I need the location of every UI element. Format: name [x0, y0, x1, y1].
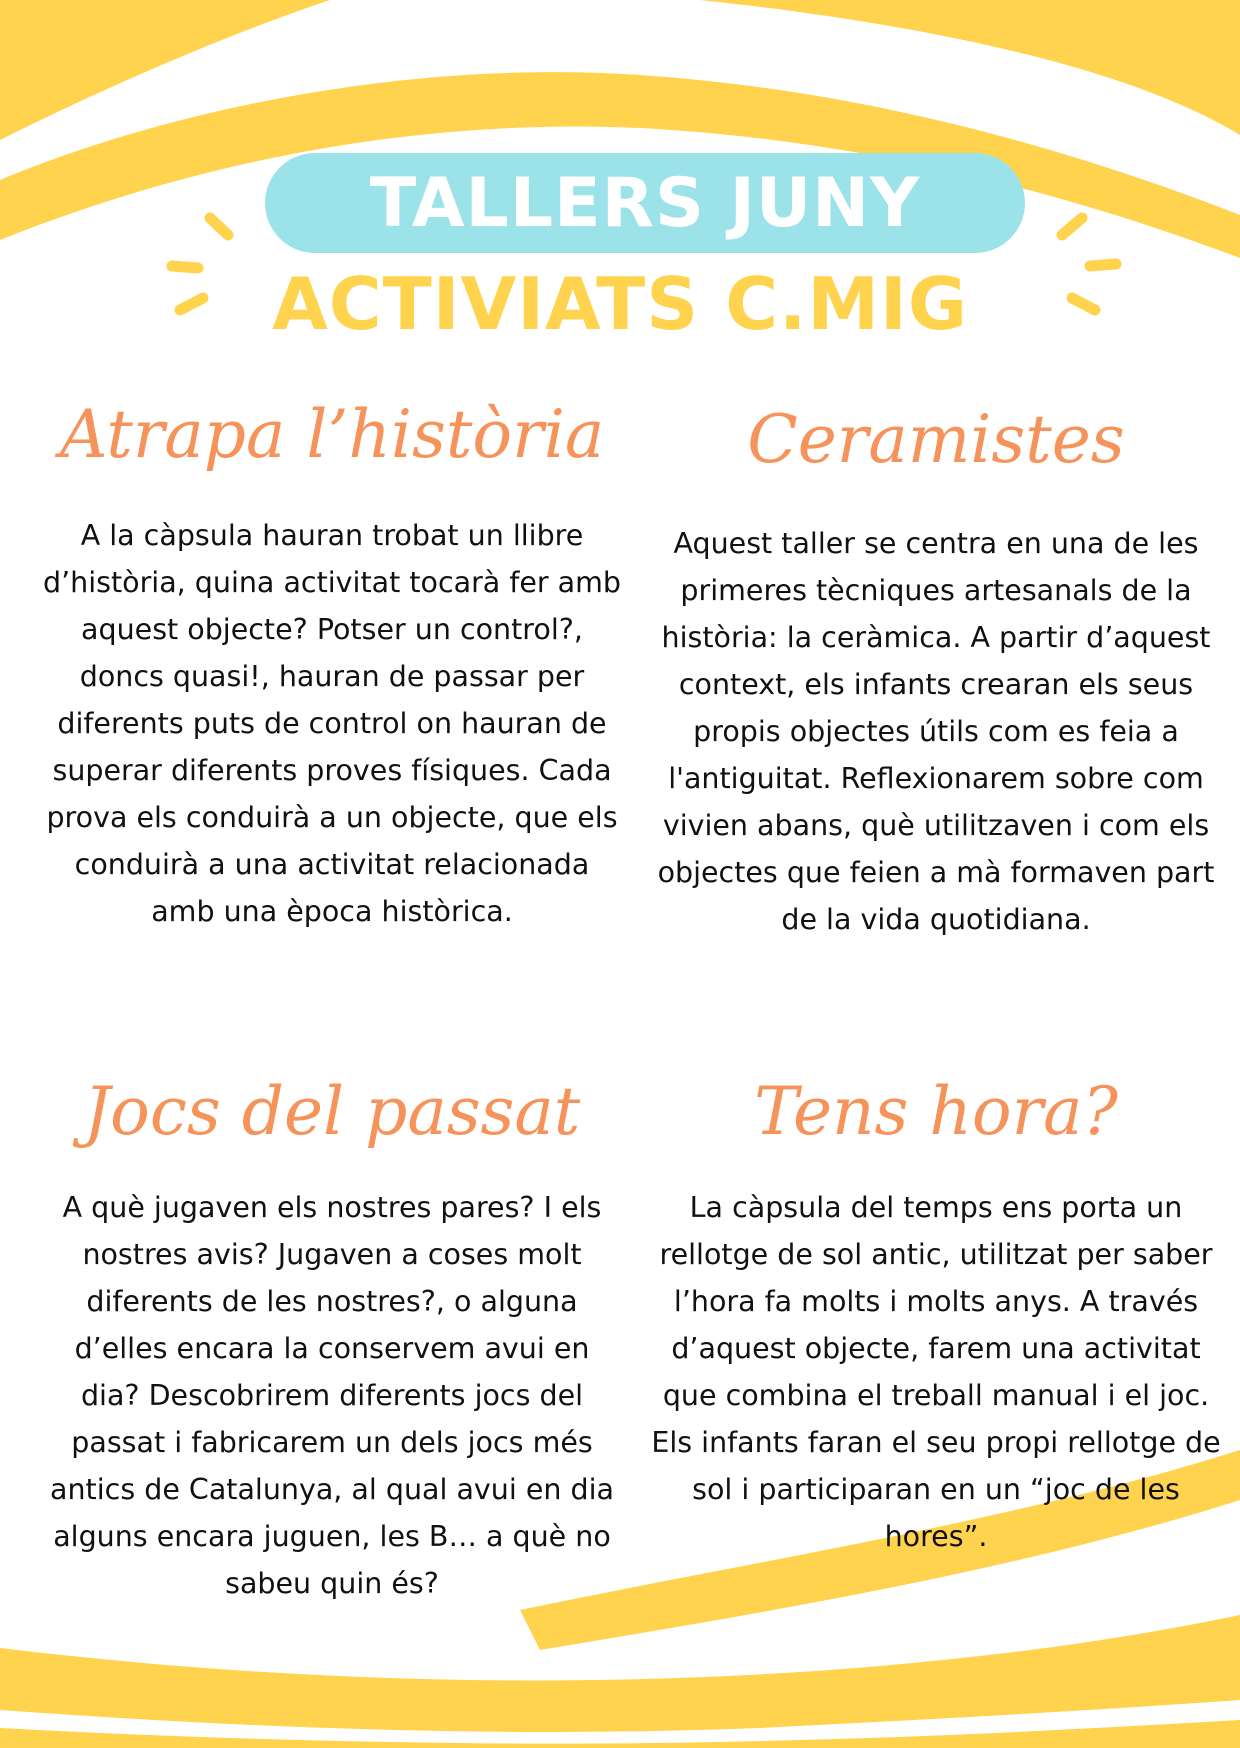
section-body-ceramistes: Aquest taller se centra en una de les primeres tècniques artesanals de la història: la ceràmica. A partir d’aquest context, els infants crearan els seus propis objectes útils com es feia a l'antiguitat. Reflexionarem sobre com vivien abans, què utilitzaven i com els objectes que feien a mà formaven part de la vida quotidiana. — [657, 527, 1215, 936]
section-body-atrapa: A la càpsula hauran trobat un llibre d’història, quina activitat tocarà fer amb aquest objecte? Potser un control?, doncs quasi!, hauran de passar per diferents puts de control on hauran de superar diferents proves físiques. Cada prova els conduirà a un objecte, que els conduirà a una activitat relacionada amb una època històrica. — [42, 519, 621, 928]
section-body-tens-hora: La càpsula del temps ens porta un rellotge de sol antic, utilitzat per saber l’hora fa molts i molts anys. A través d’aquest objecte, farem una activitat que combina el treball manual i el joc. Els infants faran el seu propi rellotge de sol i participaran en un “joc de les hores”. — [651, 1191, 1221, 1553]
section-title-jocs: Jocs del passat — [83, 1073, 581, 1150]
section-body-jocs: A què jugaven els nostres pares? I els nostres avis? Jugaven a coses molt diferents de les nostres?, o alguna d’elles encara la conservem avui en dia? Descobrirem diferents jocs del passat i fabricarem un dels jocs més antics de Catalunya, al qual avui en dia alguns encara juguen, les B… a què no sabeu quin és? — [50, 1191, 614, 1600]
page-subtitle: ACTIVIATS C.MIG — [272, 262, 968, 346]
page-title: TALLERS JUNY — [369, 163, 921, 243]
section-title-tens-hora: Tens hora? — [754, 1073, 1118, 1150]
title-banner — [265, 153, 1025, 253]
section-title-ceramistes: Ceramistes — [747, 401, 1125, 478]
section-title-atrapa: Atrapa l’història — [59, 396, 605, 473]
